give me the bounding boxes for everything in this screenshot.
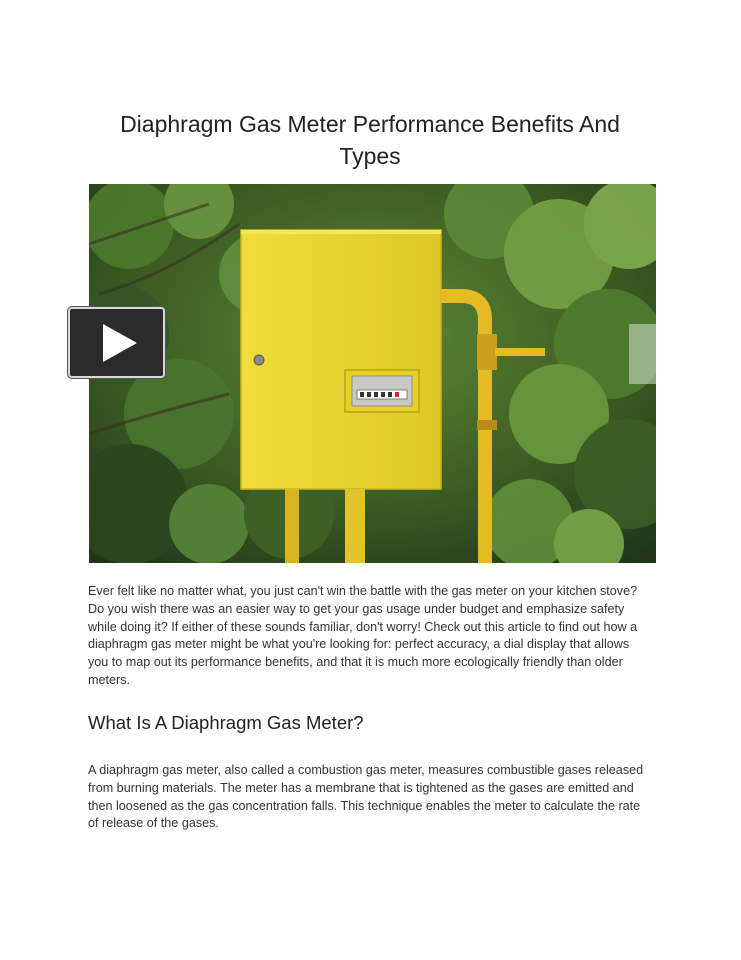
intro-paragraph: Ever felt like no matter what, you just can't win the battle with the gas meter on your kitchen stove? Do you wish there was an easier way to get your gas usage under budget and emphasize safety while doing it? If either of these sounds familiar, don't worry! Check out this article to find out how a diaphragm gas meter might be what you're looking for: perfect accuracy, a dial display that allows you to map out its performance benefits, and that it is much more ecologically friendly than older meters. [88,584,638,687]
gas-meter-photo [89,184,656,563]
play-icon [103,324,137,362]
page-title: Diaphragm Gas Meter Performance Benefits And Types [120,111,620,169]
video-play-button[interactable] [68,307,165,378]
section-heading: What Is A Diaphragm Gas Meter? [88,712,364,733]
definition-paragraph: A diaphragm gas meter, also called a combustion gas meter, measures combustible gases released from burning materials. The meter has a membrane that is tightened as the gases are emitted and then loosened as the gas concentration falls. This technique enables the meter to calculate the rate of release of the gases. [88,763,644,831]
hero-image [89,184,656,563]
